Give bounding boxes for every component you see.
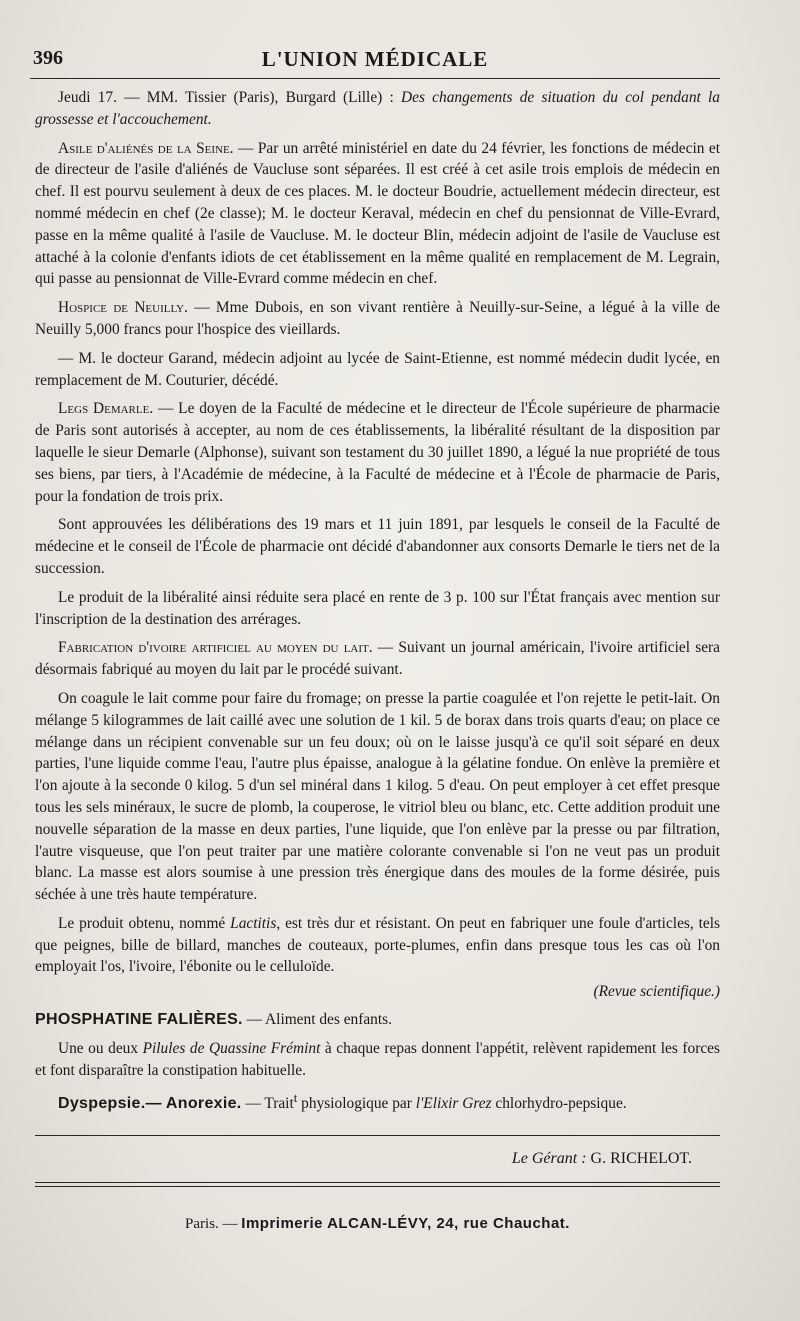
paragraph-legs bbox=[35, 398, 720, 507]
printer-line bbox=[35, 1213, 720, 1236]
paragraph-approuvees: Sont approuvées les délibérations des 19 mars et 11 juin 1891, par lesquels le conseil de la Faculté de médecine et le conseil de l'École de pharmacie ont décidé d'abandonner aux consorts Demarle le tiers net de la succession. bbox=[35, 516, 720, 577]
obtenu-before: Le produit obtenu, nommé bbox=[58, 914, 231, 932]
hospice-heading: Hospice de Neuilly. bbox=[58, 299, 188, 317]
fabrication-text: — Suivant un journal américain, l'ivoire artificiel sera désormais fabriqué au moyen du lait par le procédé suivant. bbox=[35, 639, 720, 679]
quassine-name: Pilules de Quassine Frémint bbox=[142, 1039, 321, 1057]
dyspepsie-sup: t bbox=[293, 1091, 298, 1106]
dyspepsie-mid: physiologique par bbox=[297, 1095, 416, 1113]
source-text: (Revue scientifique.) bbox=[593, 983, 720, 1001]
quassine-after: à chaque repas donnent l'appétit, relèvent rapidement les forces et font disparaître la constipation habituelle. bbox=[35, 1039, 721, 1079]
paragraph-coagule: On coagule le lait comme pour faire du fromage; on presse la partie coagulée et l'on rejette le petit-lait. On mélange 5 kilogrammes de lait caillé avec une solution de 1 kil. 5 de borax dans trois quarts d'eau; on place ce mélange dans un récipient convenable sur un feu doux; où on le laisse jusqu'à ce qu'il soit séparé en deux parties, l'une liquide comme l'eau, l'autre plus épaisse, analogue à la gélatine fondue. On enlève la première et l'on ajoute à la seconde 0 kilog. 5 d'un sel minéral dans 1 kilog. 5 d'eau. On peut employer à cet effet presque tous les sels minéraux, le sucre de plomb, la couperose, le vitriol bleu ou blanc, etc. Cette addition produit une nouvelle séparation de la masse en deux parties, l'une liquide, que l'on enlève par la presse ou par filtration, l'autre visqueuse, que l'on peut traiter par une matière colorante convenable si l'on ne veut pas un produit blanc. La masse est alors soumise à une pression très énergique dans des moules de la forme désirée, puis séchée à une très haute température. bbox=[35, 689, 720, 904]
ad-quassine bbox=[35, 1038, 720, 1082]
legs-heading: Legs Demarle. bbox=[58, 400, 154, 418]
paragraph-asile bbox=[35, 138, 720, 291]
dyspepsie-before: — Trait bbox=[241, 1095, 294, 1113]
paragraph-fabrication bbox=[35, 637, 720, 681]
jeudi-title: Des changements de situation du col pendant la grossesse et l'accouchement. bbox=[35, 89, 720, 128]
ad-phosphatine bbox=[35, 1009, 720, 1031]
gerant-name: G. RICHELOT. bbox=[590, 1150, 692, 1168]
phosphatine-text: — Aliment des enfants. bbox=[242, 1011, 392, 1029]
hospice-text: — Mme Dubois, en son vivant rentière à Neuilly-sur-Seine, a légué à la ville de Neuilly 5,000 francs pour l'hospice des vieillards. bbox=[35, 299, 720, 338]
article-body bbox=[35, 87, 720, 1236]
footer-rule-top bbox=[35, 1182, 720, 1183]
paragraph-produit: Le produit de la libéralité ainsi réduite sera placé en rente de 3 p. 100 sur l'État français avec mention sur l'inscription de la destination des arrérages. bbox=[35, 588, 720, 628]
legs-text: — Le doyen de la Faculté de médecine et le directeur de l'École supérieure de pharmacie de Paris sont autorisés à accepter, au nom de ces établissements, la libéralité résultant de la disposition par laquelle le sieur Demarle (Alphonse), suivant son testament du 30 juillet 1890, a légué la nue propriété de tous ses biens, par tiers, à l'Académie de médecine, à la Faculté de médecine et à l'École de pharmacie de Paris, pour la fondation de trois prix. bbox=[35, 400, 720, 505]
jeudi-authors: — MM. Tissier (Paris), Burgard (Lille) : bbox=[116, 89, 402, 106]
page-header bbox=[30, 44, 720, 79]
source-citation bbox=[35, 981, 720, 1003]
phosphatine-title: PHOSPHATINE FALIÈRES. bbox=[35, 1011, 243, 1029]
asile-heading: Asile d'aliénés de la Seine. bbox=[58, 139, 234, 157]
printer-city: Paris. — bbox=[185, 1216, 242, 1233]
jeudi-date: Jeudi 17. bbox=[58, 89, 117, 106]
paragraph-hospice bbox=[35, 297, 720, 341]
separator-rule bbox=[35, 1135, 720, 1136]
journal-title: L'UNION MÉDICALE bbox=[261, 47, 489, 71]
fabrication-heading: Fabrication d'ivoire artificiel au moyen du lait. bbox=[58, 639, 373, 657]
dyspepsie-title: Dyspepsie.— Anorexie. bbox=[58, 1095, 242, 1113]
printer-name: Imprimerie ALCAN-LÉVY, 24, rue Chauchat. bbox=[241, 1215, 570, 1233]
gerant-signature bbox=[35, 1148, 692, 1170]
dyspepsie-after: chlorhydro-pepsique. bbox=[491, 1095, 627, 1113]
elixir-name: l'Elixir Grez bbox=[415, 1095, 492, 1113]
footer-rule-bottom bbox=[35, 1186, 720, 1187]
page-number: 396 bbox=[33, 47, 63, 69]
quassine-before: Une ou deux bbox=[58, 1039, 143, 1057]
ad-dyspepsie bbox=[35, 1088, 720, 1115]
lactitis-name: Lactitis bbox=[230, 914, 277, 932]
obtenu-after: , est très dur et résistant. On peut en fabriquer une foule d'articles, tels que peignes, bille de billard, manches de couteaux, porte-plumes, enfin dans presque tous les cas où l'on employait l'os, l'ivoire, l'ébonite ou le celluloïde. bbox=[35, 914, 720, 976]
paragraph-garand: — M. le docteur Garand, médecin adjoint au lycée de Saint-Etienne, est nommé médecin dudit lycée, en remplacement de M. Couturier, décédé. bbox=[35, 349, 720, 389]
paragraph-jeudi bbox=[35, 87, 720, 131]
paragraph-obtenu bbox=[35, 913, 720, 978]
asile-text: — Par un arrêté ministériel en date du 24 février, les fonctions de médecin et de directeur de l'asile d'aliénés de Vaucluse sont séparées. Il est créé à cet asile trois emplois de médecin en chef. Il est pourvu seulement à deux de ces places. M. le docteur Boudrie, actuellement médecin directeur, est nommé médecin en chef (2e classe); M. le docteur Keraval, médecin en chef du pensionnat de Ville-Evrard, passe en la même qualité à l'asile de Vaucluse. M. le docteur Blin, médecin adjoint de l'asile de Vaucluse est attaché à la colonie d'enfants idiots de cet établissement en la même qualité en remplacement de M. Legrain, qui passe au pensionnat de Ville-Evrard comme médecin en chef. bbox=[35, 139, 720, 288]
gerant-label: Le Gérant : bbox=[511, 1150, 591, 1168]
